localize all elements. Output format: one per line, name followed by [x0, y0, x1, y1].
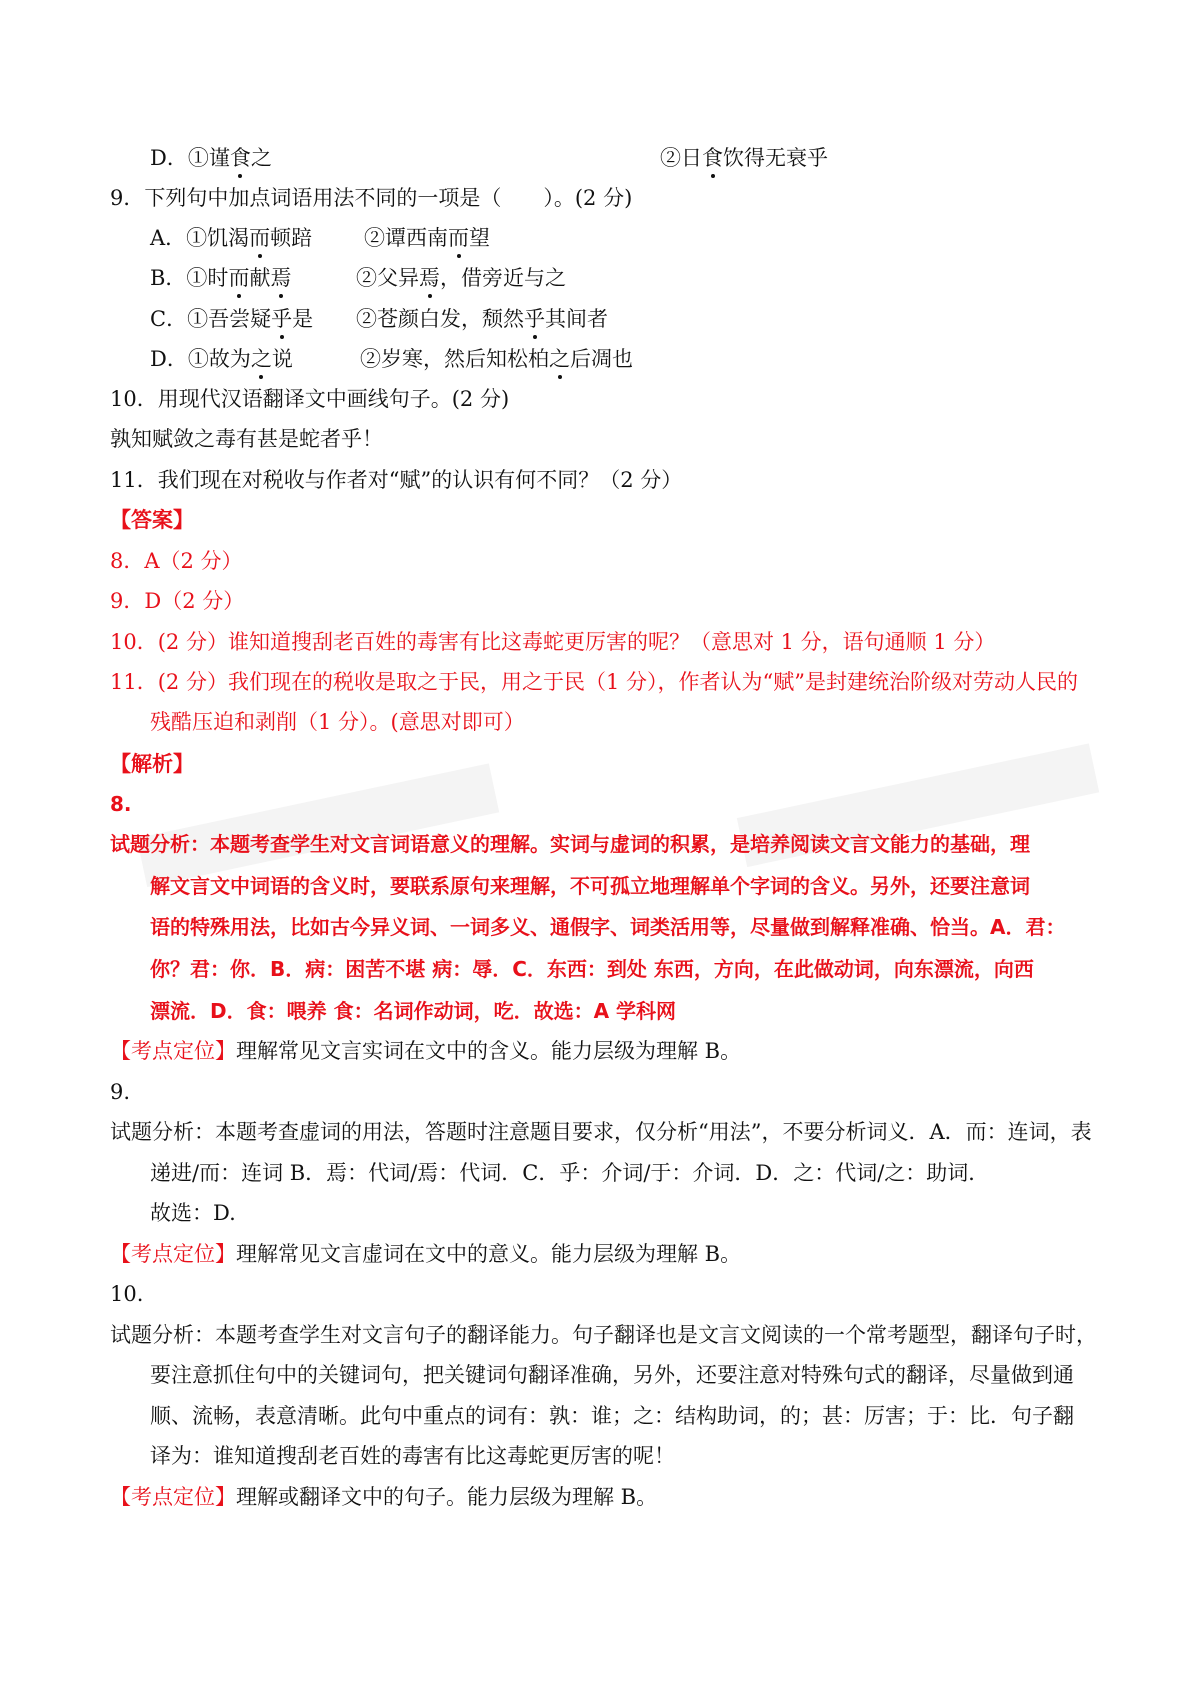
text: 顿踣: [270, 226, 313, 250]
text: 饮得无衰乎: [723, 146, 828, 170]
dotted-word: 食: [229, 146, 251, 170]
answer-heading: 【答案】: [110, 507, 194, 532]
analysis-8-line-1: 试题分析：本题考查学生对文言词语意义的理解。实词与虚词的积累，是培养阅读文言文能力的基础，理: [110, 832, 1030, 856]
kaodian-text: 理解或翻译文中的句子。能力层级为理解 B。: [236, 1485, 658, 1509]
analysis-8-number: 8.: [110, 792, 132, 816]
analysis-10-line-4: 译为：谁知道搜刮老百姓的毒害有比这毒蛇更厉害的呢！: [150, 1444, 675, 1468]
option-label: D．①: [150, 146, 209, 170]
text: 望: [469, 226, 490, 250]
q8-option-d: [150, 144, 828, 172]
answer-11-line-2: 残酷压迫和剥削（1 分）。(意思对即可）: [150, 710, 525, 734]
dotted-word: 乎: [524, 307, 545, 331]
analysis-8-line-4: 你？君：你．B．病：困苦不堪 病：辱．C．东西：到处 东西，方向，在此做动词，向东漂流，向西: [150, 957, 1034, 981]
answer-10: 10．(2 分）谁知道搜刮老百姓的毒害有比这毒蛇更厉害的呢？（意思对 1 分，语句通顺 1 分）: [110, 630, 996, 654]
text: 后凋也: [570, 347, 633, 371]
analysis-heading: 【解析】: [110, 751, 194, 776]
answer-11-line-1: 11．(2 分）我们现在的税收是取之于民，用之于民（1 分），作者认为“赋”是封建统治阶级对劳动人民的: [110, 670, 1078, 694]
dotted-word: 而: [228, 266, 250, 290]
analysis-8-line-2: 解文言文中词语的含义时，要联系原句来理解，不可孤立地理解单个字词的含义。另外，还要注意词: [150, 874, 1030, 898]
text: 是: [292, 307, 314, 331]
kaodian-10: [110, 1483, 657, 1511]
analysis-9-number: 9.: [110, 1080, 131, 1104]
answer-8: 8．A（2 分）: [110, 549, 243, 573]
dotted-word: 食: [702, 146, 723, 170]
dotted-word: 乎: [271, 307, 293, 331]
dotted-word: 焉: [270, 266, 292, 290]
dotted-word: 而: [448, 226, 469, 250]
kaodian-tag: 【考点定位】: [110, 1039, 236, 1063]
text: 谨: [208, 146, 230, 170]
analysis-10-line-1: 试题分析：本题考查学生对文言句子的翻译能力。句子翻译也是文言文阅读的一个常考题型，翻译句子时，: [110, 1323, 1097, 1347]
text: ，借旁近与之: [440, 266, 566, 290]
q9-stem: 9．下列句中加点词语用法不同的一项是（ ）。(2 分): [110, 186, 633, 210]
analysis-8-line-5: 漂流．D．食：喂养 食：名词作动词，吃．故选：A 学科网: [150, 999, 677, 1023]
q9-option-d: [150, 345, 633, 373]
text: ②父异: [356, 266, 419, 290]
text: ②岁寒，然后知松柏: [360, 347, 549, 371]
analysis-9-line-3: 故选：D.: [150, 1201, 236, 1225]
text: D．①故为: [150, 347, 251, 371]
text: B．①时: [150, 266, 229, 290]
analysis-8-line-3: 语的特殊用法，比如古今异义词、一词多义、通假字、词类活用等，尽量做到解释准确、恰当。A．君：: [150, 915, 1066, 939]
text: 之: [250, 146, 272, 170]
text: ②日: [660, 146, 702, 170]
analysis-10-line-3: 顺、流畅，表意清晰。此句中重点的词有：孰：谁；之：结构助词，的；甚：厉害；于：比．句子翻: [150, 1404, 1074, 1428]
q9-option-b: [150, 264, 566, 292]
text: ②苍颜白发，颓然: [356, 307, 524, 331]
text: ②谭西南: [364, 226, 448, 250]
q10-stem: 10．用现代汉语翻译文中画线句子。(2 分): [110, 387, 510, 411]
dotted-word: 之: [250, 347, 272, 371]
kaodian-text: 理解常见文言虚词在文中的意义。能力层级为理解 B。: [236, 1242, 742, 1266]
analysis-10-number: 10.: [110, 1282, 144, 1306]
kaodian-tag: 【考点定位】: [110, 1242, 236, 1266]
analysis-9-line-1: 试题分析：本题考查虚词的用法，答题时注意题目要求，仅分析“用法”，不要分析词义．A．而：连词，表: [110, 1120, 1092, 1144]
answer-9: 9．D（2 分）: [110, 589, 245, 613]
q9-option-c: [150, 305, 608, 333]
text: C．①吾尝疑: [150, 307, 272, 331]
analysis-9-line-2: 递进/而：连词 B．焉：代词/焉：代词．C．乎：介词/于：介词．D．之：代词/之：助词．: [150, 1161, 990, 1185]
text: 其间者: [545, 307, 608, 331]
kaodian-8: [110, 1037, 741, 1065]
q11-stem: 11．我们现在对税收与作者对“赋”的认识有何不同？（2 分）: [110, 468, 683, 492]
dotted-word: 焉: [419, 266, 440, 290]
kaodian-text: 理解常见文言实词在文中的含义。能力层级为理解 B。: [236, 1039, 742, 1063]
text: A．①饥渴: [150, 226, 250, 250]
dotted-word: 之: [549, 347, 570, 371]
text: 献: [249, 266, 271, 290]
text: 说: [271, 347, 293, 371]
q9-option-a: [150, 224, 490, 252]
kaodian-tag: 【考点定位】: [110, 1485, 236, 1509]
q10-sentence: 孰知赋敛之毒有甚是蛇者乎！: [110, 427, 383, 451]
kaodian-9: [110, 1240, 741, 1268]
dotted-word: 而: [249, 226, 271, 250]
analysis-10-line-2: 要注意抓住句中的关键词句，把关键词句翻译准确，另外，还要注意对特殊句式的翻译，尽量做到通: [150, 1363, 1074, 1387]
